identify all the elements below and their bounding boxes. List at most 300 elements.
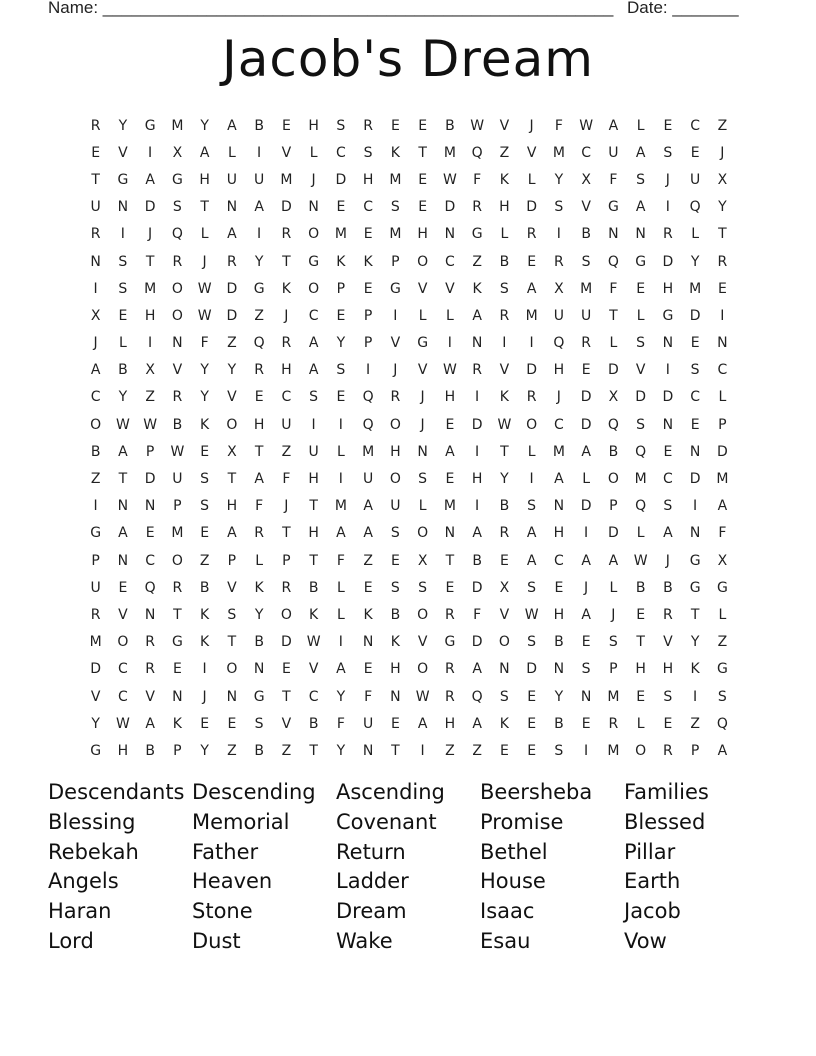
grid-letter: T (282, 688, 291, 705)
grid-letter: O (171, 280, 183, 297)
grid-letter: F (364, 688, 373, 705)
grid-letter: W (197, 280, 212, 297)
grid-letter: E (445, 471, 455, 488)
grid-letter: Y (118, 117, 128, 134)
grid-letter: A (717, 742, 728, 759)
grid-letter: D (144, 199, 156, 216)
grid-row (82, 302, 736, 329)
grid-letter: J (665, 171, 670, 188)
date-field-label: Date: _______ (627, 0, 739, 17)
grid-letter: I (475, 443, 480, 460)
grid-letter: V (172, 362, 183, 379)
grid-letter: V (635, 362, 646, 379)
grid-letter: I (720, 307, 725, 324)
grid-letter: I (257, 226, 262, 243)
grid-letter: W (497, 416, 512, 433)
word-list-item: Covenant (336, 809, 437, 834)
grid-letter: S (418, 579, 428, 596)
grid-letter: R (499, 307, 510, 324)
grid-letter: N (635, 226, 646, 243)
grid-letter: S (554, 742, 564, 759)
grid-letter: G (90, 525, 102, 542)
grid-letter: D (607, 525, 619, 542)
grid-letter: W (633, 552, 648, 569)
grid-letter: B (308, 715, 319, 732)
grid-letter: E (390, 715, 400, 732)
word-list-item: Vow (624, 928, 667, 953)
grid-letter: Z (227, 742, 237, 759)
grid-letter: U (90, 579, 101, 596)
grid-row (82, 275, 736, 302)
grid-letter: D (689, 471, 701, 488)
grid-letter: H (553, 362, 565, 379)
grid-letter: E (363, 579, 373, 596)
grid-letter: T (690, 606, 700, 623)
grid-letter: I (584, 525, 589, 542)
grid-letter: G (444, 634, 456, 651)
grid-row (82, 112, 736, 139)
grid-letter: W (143, 416, 158, 433)
grid-letter: S (309, 389, 319, 406)
grid-letter: X (172, 144, 183, 161)
grid-letter: G (117, 171, 129, 188)
grid-letter: K (200, 606, 210, 623)
grid-letter: Z (499, 144, 510, 161)
grid-letter: T (309, 498, 318, 515)
grid-letter: I (120, 226, 125, 243)
grid-letter: H (117, 742, 129, 759)
grid-letter: D (226, 280, 238, 297)
grid-letter: O (389, 416, 401, 433)
grid-letter: I (420, 742, 425, 759)
grid-letter: I (529, 335, 534, 352)
grid-letter: Y (91, 715, 100, 732)
grid-letter: K (390, 634, 400, 651)
word-list-item: Father (192, 839, 259, 864)
grid-letter: Q (144, 579, 156, 596)
grid-letter: T (91, 171, 100, 188)
grid-letter: H (417, 226, 428, 243)
grid-letter: H (471, 471, 483, 488)
grid-letter: S (554, 199, 564, 216)
grid-letter: H (362, 171, 374, 188)
grid-letter: M (552, 144, 565, 161)
grid-letter: A (445, 443, 455, 460)
grid-letter: Y (227, 362, 237, 379)
grid-letter: X (581, 171, 591, 188)
grid-letter: A (118, 443, 128, 460)
grid-letter: D (662, 253, 674, 270)
grid-letter: N (689, 525, 701, 542)
grid-letter: H (308, 471, 319, 488)
grid-letter: D (226, 307, 238, 324)
grid-letter: J (393, 362, 398, 379)
grid-letter: D (335, 171, 347, 188)
grid-letter: I (529, 471, 534, 488)
grid-letter: N (553, 498, 565, 515)
grid-letter: I (311, 416, 316, 433)
grid-letter: G (607, 199, 619, 216)
grid-row (82, 194, 736, 221)
grid-letter: L (636, 307, 645, 324)
grid-letter: H (635, 661, 646, 678)
grid-letter: T (500, 443, 509, 460)
grid-letter: V (663, 634, 673, 651)
grid-letter: A (308, 362, 319, 379)
grid-row (82, 547, 736, 574)
header (48, 0, 748, 18)
grid-letter: N (144, 606, 156, 623)
grid-letter: O (635, 742, 647, 759)
grid-letter: M (280, 171, 293, 188)
grid-letter: N (117, 552, 129, 569)
grid-letter: Q (253, 335, 265, 352)
grid-letter: I (202, 661, 207, 678)
grid-letter: S (499, 280, 509, 297)
grid-letter: I (338, 471, 343, 488)
grid-letter: H (553, 525, 565, 542)
grid-letter: W (115, 416, 130, 433)
grid-letter: T (145, 253, 155, 270)
grid-letter: R (390, 389, 401, 406)
grid-letter: G (144, 117, 156, 134)
grid-letter: D (689, 307, 701, 324)
grid-letter: J (311, 171, 316, 188)
grid-letter: E (581, 634, 591, 651)
grid-letter: U (390, 498, 401, 515)
word-list-item: House (480, 869, 546, 894)
grid-letter: S (663, 498, 673, 515)
grid-letter: J (720, 144, 725, 161)
grid-letter: S (336, 117, 346, 134)
grid-letter: J (665, 552, 670, 569)
grid-letter: Y (200, 362, 209, 379)
grid-letter: P (227, 552, 237, 569)
grid-letter: N (444, 525, 456, 542)
grid-letter: P (609, 661, 618, 678)
grid-letter: B (90, 443, 101, 460)
grid-letter: E (390, 552, 400, 569)
grid-letter: E (418, 199, 428, 216)
word-search-grid (82, 112, 736, 765)
grid-letter: I (665, 199, 670, 216)
grid-letter: E (499, 552, 509, 569)
grid-letter: O (607, 471, 619, 488)
word-list-item: Lord (48, 928, 94, 953)
grid-row (82, 438, 736, 465)
grid-letter: R (445, 688, 455, 705)
grid-letter: A (199, 144, 210, 161)
grid-letter: G (662, 307, 674, 324)
grid-letter: R (663, 742, 673, 759)
grid-letter: N (172, 688, 183, 705)
grid-letter: M (607, 742, 620, 759)
grid-letter: A (554, 471, 564, 488)
grid-letter: K (254, 579, 264, 596)
grid-letter: A (254, 199, 264, 216)
grid-letter: U (226, 171, 237, 188)
grid-letter: O (417, 253, 429, 270)
grid-letter: L (718, 606, 727, 623)
word-list-item: Pillar (624, 839, 676, 864)
grid-letter: N (117, 199, 129, 216)
grid-row (82, 520, 736, 547)
grid-letter: U (363, 715, 374, 732)
grid-letter: T (445, 552, 455, 569)
grid-letter: S (636, 335, 646, 352)
grid-letter: C (444, 253, 455, 270)
grid-letter: A (635, 199, 646, 216)
grid-letter: I (693, 688, 698, 705)
grid-letter: S (608, 634, 618, 651)
grid-letter: N (689, 443, 701, 460)
grid-letter: Z (254, 307, 264, 324)
grid-letter: Q (362, 416, 374, 433)
grid-letter: B (499, 498, 510, 515)
grid-letter: F (473, 171, 482, 188)
grid-letter: L (418, 307, 427, 324)
grid-letter: E (527, 742, 537, 759)
grid-letter: E (336, 307, 346, 324)
grid-letter: R (281, 335, 292, 352)
grid-letter: Y (254, 606, 264, 623)
grid-letter: C (690, 117, 701, 134)
grid-letter: O (280, 606, 292, 623)
grid-letter: I (665, 362, 670, 379)
grid-letter: Q (635, 443, 647, 460)
grid-letter: Y (200, 389, 209, 406)
grid-letter: W (442, 362, 457, 379)
grid-letter: A (472, 525, 482, 542)
word-list-item: Dust (192, 928, 241, 953)
word-list-item: Haran (48, 899, 112, 924)
grid-letter: A (363, 525, 373, 542)
grid-letter: E (418, 171, 428, 188)
grid-letter: L (718, 389, 727, 406)
grid-letter: P (173, 498, 182, 515)
grid-letter: C (553, 416, 564, 433)
grid-letter: D (471, 416, 483, 433)
grid-letter: I (257, 144, 262, 161)
grid-letter: B (581, 226, 591, 243)
grid-letter: I (393, 307, 398, 324)
grid-letter: N (362, 742, 374, 759)
grid-letter: Z (472, 742, 482, 759)
grid-letter: N (253, 661, 265, 678)
grid-letter: S (636, 416, 646, 433)
word-list-item: Blessed (624, 809, 706, 834)
grid-letter: S (118, 253, 128, 270)
grid-letter: V (526, 144, 537, 161)
grid-letter: R (526, 389, 537, 406)
grid-letter: E (336, 199, 346, 216)
grid-letter: E (200, 525, 210, 542)
grid-letter: N (662, 335, 674, 352)
grid-letter: N (417, 443, 428, 460)
grid-letter: L (309, 144, 318, 161)
grid-letter: Y (554, 171, 564, 188)
grid-letter: G (253, 688, 265, 705)
grid-letter: B (608, 443, 619, 460)
grid-letter: O (226, 661, 238, 678)
grid-letter: S (717, 688, 727, 705)
grid-letter: E (581, 715, 591, 732)
grid-row (82, 357, 736, 384)
grid-letter: R (145, 634, 155, 651)
grid-letter: K (309, 606, 319, 623)
grid-letter: Q (607, 416, 619, 433)
grid-letter: Z (145, 389, 155, 406)
grid-letter: Z (90, 471, 101, 488)
grid-letter: P (363, 307, 373, 324)
grid-letter: D (144, 471, 156, 488)
grid-letter: E (118, 579, 128, 596)
grid-letter: G (417, 335, 429, 352)
grid-letter: V (445, 280, 455, 297)
grid-letter: V (417, 362, 428, 379)
grid-letter: D (471, 579, 483, 596)
grid-letter: U (581, 307, 592, 324)
grid-letter: G (90, 742, 102, 759)
grid-letter: K (499, 171, 509, 188)
grid-letter: R (663, 606, 673, 623)
grid-letter: P (363, 335, 373, 352)
grid-letter: G (689, 552, 701, 569)
grid-letter: C (662, 471, 673, 488)
grid-letter: D (280, 634, 292, 651)
grid-letter: V (499, 362, 510, 379)
grid-letter: O (308, 226, 320, 243)
grid-letter: A (472, 307, 482, 324)
grid-letter: X (90, 307, 101, 324)
grid-letter: H (390, 443, 401, 460)
grid-letter: A (472, 661, 482, 678)
grid-letter: J (420, 416, 425, 433)
grid-letter: B (499, 253, 510, 270)
grid-letter: S (363, 144, 373, 161)
grid-letter: A (663, 525, 673, 542)
grid-letter: R (90, 606, 101, 623)
grid-letter: W (442, 171, 457, 188)
grid-letter: Y (336, 742, 346, 759)
grid-letter: K (200, 634, 210, 651)
grid-letter: K (472, 280, 482, 297)
grid-row (82, 683, 736, 710)
grid-letter: P (609, 498, 618, 515)
grid-letter: N (717, 335, 728, 352)
grid-letter: Z (199, 552, 210, 569)
grid-letter: W (579, 117, 594, 134)
grid-letter: B (308, 579, 319, 596)
grid-row (82, 166, 736, 193)
grid-letter: I (502, 335, 507, 352)
grid-letter: H (499, 199, 510, 216)
grid-letter: X (227, 443, 237, 460)
grid-letter: G (716, 661, 728, 678)
grid-letter: D (471, 634, 483, 651)
grid-letter: Y (554, 688, 564, 705)
grid-letter: A (227, 525, 237, 542)
word-list-item: Dream (336, 899, 407, 924)
grid-letter: N (226, 688, 238, 705)
grid-letter: B (635, 579, 646, 596)
grid-letter: X (717, 552, 728, 569)
grid-letter: N (390, 688, 401, 705)
grid-letter: C (717, 362, 728, 379)
grid-letter: K (390, 144, 400, 161)
grid-letter: Z (717, 117, 728, 134)
grid-letter: T (118, 471, 128, 488)
grid-letter: U (608, 144, 619, 161)
grid-letter: Y (336, 335, 346, 352)
grid-letter: C (581, 144, 592, 161)
grid-letter: Y (500, 471, 509, 488)
grid-letter: U (308, 443, 319, 460)
grid-letter: R (499, 525, 510, 542)
word-list-item: Beersheba (480, 780, 593, 804)
grid-letter: D (662, 389, 674, 406)
grid-letter: S (336, 362, 346, 379)
grid-row (82, 629, 736, 656)
grid-letter: M (362, 443, 375, 460)
word-list-item: Ladder (336, 869, 409, 894)
grid-letter: A (717, 498, 728, 515)
grid-letter: L (527, 171, 536, 188)
grid-letter: R (363, 117, 373, 134)
word-list-item: Isaac (480, 899, 535, 924)
grid-letter: E (554, 579, 564, 596)
grid-letter: R (254, 362, 264, 379)
grid-letter: C (553, 552, 564, 569)
grid-letter: X (554, 280, 564, 297)
grid-letter: L (636, 525, 645, 542)
grid-letter: H (144, 307, 156, 324)
grid-letter: S (172, 199, 182, 216)
grid-letter: Y (118, 389, 128, 406)
grid-letter: V (499, 117, 510, 134)
word-list-item: Promise (480, 809, 564, 834)
grid-letter: D (580, 498, 592, 515)
grid-letter: Z (472, 253, 482, 270)
grid-letter: J (284, 307, 289, 324)
grid-letter: Z (690, 715, 700, 732)
grid-letter: E (200, 715, 210, 732)
grid-letter: F (336, 552, 345, 569)
grid-letter: T (309, 552, 318, 569)
grid-letter: S (499, 688, 509, 705)
grid-letter: T (173, 606, 182, 623)
grid-letter: O (117, 634, 129, 651)
grid-letter: P (391, 253, 400, 270)
grid-letter: M (334, 498, 347, 515)
grid-letter: R (254, 525, 264, 542)
grid-letter: J (93, 335, 98, 352)
grid-letter: R (445, 661, 455, 678)
grid-letter: T (282, 525, 291, 542)
grid-letter: U (90, 199, 101, 216)
grid-letter: V (281, 144, 292, 161)
grid-letter: C (145, 552, 156, 569)
grid-letter: E (254, 389, 264, 406)
grid-letter: Z (717, 634, 728, 651)
grid-letter: Y (336, 688, 346, 705)
grid-letter: Y (200, 742, 209, 759)
grid-letter: A (227, 117, 237, 134)
grid-row (82, 384, 736, 411)
grid-letter: Q (471, 144, 483, 161)
grid-letter: M (716, 471, 729, 488)
grid-letter: E (663, 117, 673, 134)
